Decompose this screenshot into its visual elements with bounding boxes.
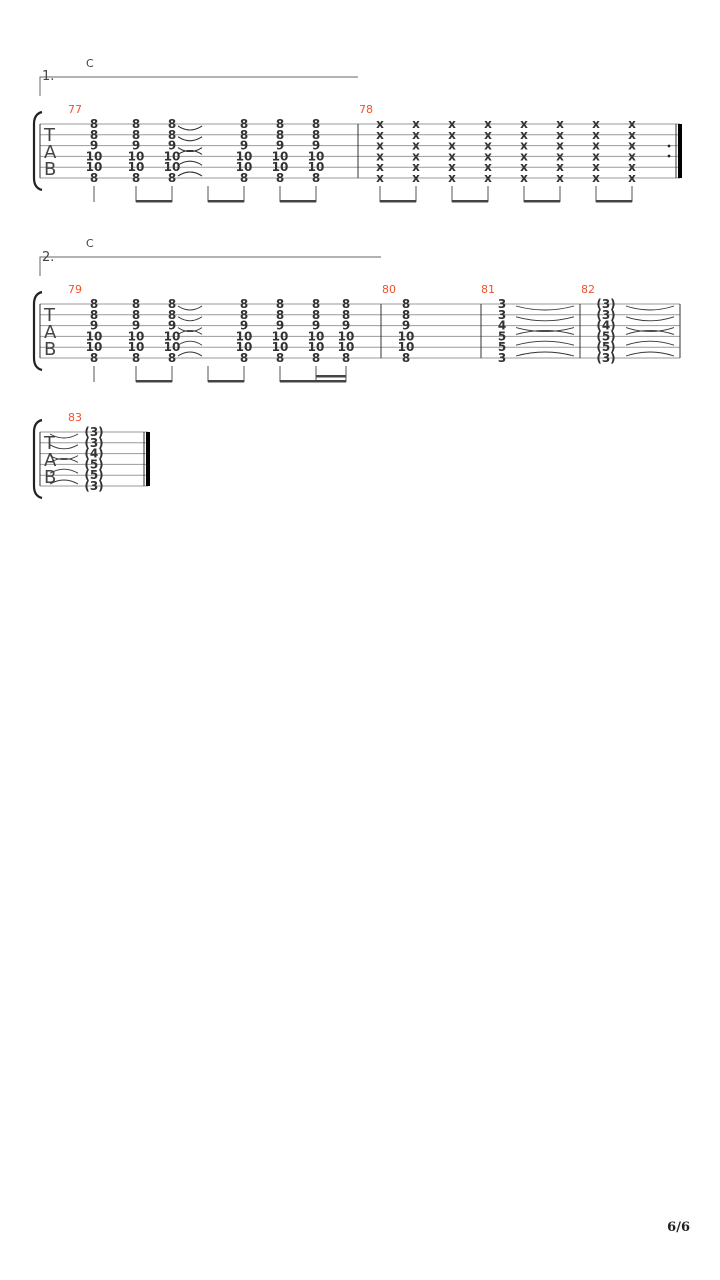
tie-arc: [178, 317, 202, 321]
fret-number: 10: [235, 160, 253, 175]
beam: [280, 200, 316, 203]
fret-number: x: [592, 171, 600, 185]
fret-number: 10: [163, 329, 181, 344]
beam: [452, 200, 488, 203]
fret-number: 4: [497, 318, 507, 333]
fret-number: 9: [167, 138, 177, 153]
fret-number: 8: [311, 297, 321, 311]
repeat-dot: [668, 145, 671, 148]
fret-number: 8: [311, 127, 321, 142]
measure-number: 83: [68, 411, 82, 424]
tie-arc: [626, 328, 674, 332]
fret-number: 8: [239, 127, 249, 142]
fret-number: x: [592, 160, 600, 175]
fret-number: x: [628, 171, 636, 185]
fret-number: 8: [311, 171, 321, 185]
fret-number: x: [628, 138, 636, 153]
tie-arc: [178, 148, 202, 152]
fret-number: x: [376, 127, 384, 142]
fret-number: 8: [341, 307, 351, 322]
tie-arc: [178, 126, 202, 130]
fret-number: 8: [275, 351, 285, 365]
fret-number: 10: [127, 340, 145, 355]
fret-number: 10: [235, 149, 253, 164]
fret-number: x: [484, 117, 492, 131]
fret-number: 8: [89, 297, 99, 311]
tab-letter: B: [44, 159, 57, 180]
tie-arc: [516, 330, 574, 334]
beam-secondary: [316, 375, 346, 378]
fret-number: 5: [497, 340, 507, 355]
fret-number: 8: [401, 351, 411, 365]
fret-number: x: [412, 171, 420, 185]
fret-number: 8: [131, 351, 141, 365]
fret-number: x: [412, 117, 420, 131]
volta-label: 2.: [42, 250, 55, 265]
fret-number: 9: [341, 318, 351, 333]
fret-number: x: [448, 171, 456, 185]
fret-number: x: [376, 160, 384, 175]
beam: [380, 200, 416, 203]
fret-number: x: [484, 138, 492, 153]
beam: [208, 200, 244, 203]
fret-number: 8: [311, 307, 321, 322]
tie-arc: [178, 306, 202, 310]
beam: [136, 380, 172, 383]
fret-number: (3): [84, 425, 104, 439]
fret-number: 8: [275, 307, 285, 322]
tab-letter: T: [44, 433, 55, 454]
tab-letter: T: [44, 125, 55, 146]
fret-number: 8: [131, 117, 141, 131]
fret-number: 8: [239, 297, 249, 311]
fret-number: 3: [497, 307, 507, 322]
fret-number: x: [520, 149, 528, 164]
tie-arc: [516, 352, 574, 356]
fret-number: x: [556, 149, 564, 164]
fret-number: x: [556, 171, 564, 185]
fret-number: 10: [85, 329, 103, 344]
fret-number: x: [520, 171, 528, 185]
fret-number: 9: [311, 138, 321, 153]
fret-number: (3): [596, 351, 616, 365]
fret-number: 8: [401, 297, 411, 311]
fret-number: x: [484, 171, 492, 185]
fret-number: 10: [163, 160, 181, 175]
fret-number: 9: [275, 318, 285, 333]
fret-number: 10: [271, 329, 289, 344]
fret-number: x: [376, 117, 384, 131]
tie-arc: [626, 341, 674, 345]
volta-label: 1.: [42, 69, 55, 84]
tie-arc: [178, 341, 202, 345]
measure-number: 81: [481, 283, 495, 296]
fret-number: 8: [167, 297, 177, 311]
fret-number: (5): [596, 329, 616, 344]
fret-number: x: [448, 117, 456, 131]
fret-number: (5): [596, 340, 616, 355]
fret-number: x: [412, 127, 420, 142]
fret-number: 9: [311, 318, 321, 333]
fret-number: 8: [239, 351, 249, 365]
fret-number: 8: [275, 171, 285, 185]
fret-number: 8: [89, 351, 99, 365]
beam: [136, 200, 172, 203]
fret-number: x: [592, 149, 600, 164]
fret-number: x: [520, 127, 528, 142]
fret-number: x: [412, 160, 420, 175]
fret-number: 9: [275, 138, 285, 153]
fret-number: 9: [89, 318, 99, 333]
tab-letter: A: [44, 142, 57, 163]
fret-number: 8: [239, 307, 249, 322]
tab-letter: T: [44, 305, 55, 326]
fret-number: x: [448, 138, 456, 153]
fret-number: 8: [89, 117, 99, 131]
fret-number: 8: [167, 127, 177, 142]
fret-number: 10: [397, 329, 415, 344]
fret-number: x: [412, 149, 420, 164]
fret-number: x: [556, 117, 564, 131]
tie-arc: [516, 328, 574, 332]
fret-number: 10: [337, 340, 355, 355]
fret-number: 3: [497, 351, 507, 365]
beam: [524, 200, 560, 203]
fret-number: 8: [311, 351, 321, 365]
fret-number: 8: [167, 351, 177, 365]
tie-arc: [626, 317, 674, 321]
fret-number: (4): [596, 318, 616, 333]
fret-number: 8: [401, 307, 411, 322]
fret-number: 8: [89, 127, 99, 142]
fret-number: 10: [307, 329, 325, 344]
fret-number: 10: [163, 149, 181, 164]
fret-number: 8: [311, 117, 321, 131]
fret-number: (5): [84, 457, 104, 472]
tie-arc: [516, 341, 574, 345]
fret-number: x: [628, 160, 636, 175]
fret-number: 10: [85, 149, 103, 164]
tie-arc: [178, 161, 202, 165]
fret-number: x: [520, 138, 528, 153]
fret-number: 8: [167, 171, 177, 185]
fret-number: 8: [239, 117, 249, 131]
tie-arc: [178, 150, 202, 154]
measure-number: 80: [382, 283, 396, 296]
fret-number: 10: [271, 149, 289, 164]
fret-number: 10: [271, 160, 289, 175]
fret-number: 8: [275, 127, 285, 142]
fret-number: x: [484, 160, 492, 175]
fret-number: (3): [596, 307, 616, 322]
fret-number: x: [592, 127, 600, 142]
fret-number: 9: [89, 138, 99, 153]
fret-number: x: [628, 127, 636, 142]
repeat-dot: [668, 155, 671, 158]
chord-name: C: [86, 237, 94, 250]
tie-arc: [626, 306, 674, 310]
fret-number: x: [448, 160, 456, 175]
volta-bracket: [40, 77, 358, 96]
fret-number: 10: [127, 329, 145, 344]
fret-number: x: [520, 160, 528, 175]
fret-number: 10: [235, 329, 253, 344]
tab-letter: A: [44, 450, 57, 471]
final-barline: [146, 432, 150, 486]
fret-number: 9: [167, 318, 177, 333]
fret-number: 10: [271, 340, 289, 355]
fret-number: 8: [275, 297, 285, 311]
fret-number: x: [448, 127, 456, 142]
tie-arc: [178, 172, 202, 176]
fret-number: x: [484, 149, 492, 164]
chord-name: C: [86, 57, 94, 70]
beam: [208, 380, 244, 383]
fret-number: 8: [131, 171, 141, 185]
fret-number: x: [412, 138, 420, 153]
fret-number: 10: [307, 340, 325, 355]
fret-number: 9: [401, 318, 411, 333]
beam: [596, 200, 632, 203]
volta-bracket: [40, 257, 381, 276]
fret-number: 10: [307, 160, 325, 175]
fret-number: 9: [131, 318, 141, 333]
fret-number: 8: [341, 297, 351, 311]
fret-number: 8: [275, 117, 285, 131]
fret-number: 8: [89, 307, 99, 322]
tab-letter: B: [44, 467, 57, 488]
measure-number: 79: [68, 283, 82, 296]
tie-arc: [516, 317, 574, 321]
fret-number: 8: [239, 171, 249, 185]
fret-number: 8: [167, 307, 177, 322]
fret-number: x: [448, 149, 456, 164]
fret-number: 8: [131, 307, 141, 322]
fret-number: (5): [84, 468, 104, 483]
fret-number: 10: [397, 340, 415, 355]
tie-arc: [178, 137, 202, 141]
tie-arc: [178, 352, 202, 356]
fret-number: 8: [131, 127, 141, 142]
fret-number: (3): [84, 479, 104, 493]
fret-number: 8: [89, 171, 99, 185]
final-barline: [678, 124, 682, 178]
fret-number: x: [376, 149, 384, 164]
fret-number: 10: [85, 340, 103, 355]
fret-number: 10: [307, 149, 325, 164]
measure-number: 77: [68, 103, 82, 116]
measure-number: 78: [359, 103, 373, 116]
fret-number: x: [520, 117, 528, 131]
fret-number: 8: [131, 297, 141, 311]
fret-number: x: [484, 127, 492, 142]
fret-number: 10: [85, 160, 103, 175]
fret-number: x: [628, 117, 636, 131]
fret-number: (3): [596, 297, 616, 311]
fret-number: x: [592, 138, 600, 153]
fret-number: 10: [235, 340, 253, 355]
fret-number: x: [556, 138, 564, 153]
beam: [280, 380, 346, 383]
fret-number: 10: [127, 149, 145, 164]
fret-number: 10: [127, 160, 145, 175]
tab-letter: A: [44, 322, 57, 343]
fret-number: 5: [497, 329, 507, 344]
page-number: 6/6: [667, 1220, 690, 1235]
fret-number: 3: [497, 297, 507, 311]
fret-number: x: [376, 171, 384, 185]
fret-number: 10: [337, 329, 355, 344]
fret-number: 9: [131, 138, 141, 153]
fret-number: x: [376, 138, 384, 153]
fret-number: 10: [163, 340, 181, 355]
tie-arc: [626, 352, 674, 356]
tie-arc: [178, 328, 202, 332]
fret-number: 9: [239, 138, 249, 153]
fret-number: 8: [167, 117, 177, 131]
tie-arc: [178, 330, 202, 334]
measure-number: 82: [581, 283, 595, 296]
tie-arc: [626, 330, 674, 334]
fret-number: x: [628, 149, 636, 164]
fret-number: x: [556, 160, 564, 175]
tie-arc: [516, 306, 574, 310]
fret-number: (3): [84, 435, 104, 450]
tab-letter: B: [44, 339, 57, 360]
fret-number: (4): [84, 446, 104, 461]
fret-number: 9: [239, 318, 249, 333]
fret-number: x: [556, 127, 564, 142]
fret-number: x: [592, 117, 600, 131]
fret-number: 8: [341, 351, 351, 365]
